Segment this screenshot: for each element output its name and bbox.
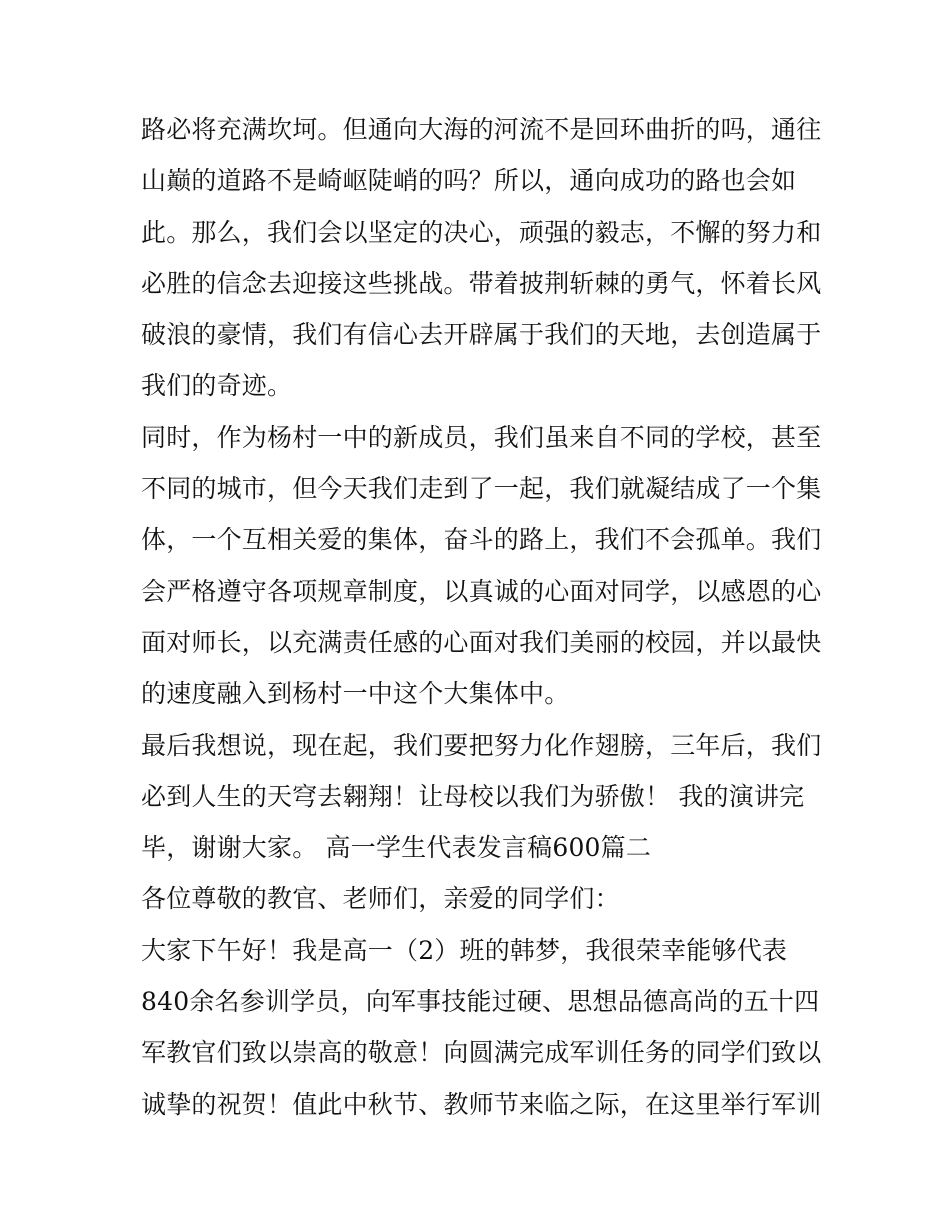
- text-line: 军教官们致以崇高的敬意！向圆满完成军训任务的同学们致以: [141, 1038, 822, 1068]
- text-line: 此。那么，我们会以坚定的决心，顽强的毅志，不懈的努力和: [141, 217, 822, 247]
- text-line: 体，一个互相关爱的集体，奋斗的路上，我们不会孤单。我们: [141, 525, 822, 555]
- text-line: 必胜的信念去迎接这些挑战。带着披荆斩棘的勇气，怀着长风: [141, 268, 822, 298]
- text-line: 的速度融入到杨村一中这个大集体中。: [141, 679, 570, 709]
- text-line: 毕，谢谢大家。 高一学生代表发言稿600篇二: [141, 833, 652, 863]
- text-line: 会严格遵守各项规章制度，以真诚的心面对同学，以感恩的心: [141, 576, 822, 606]
- document-body: [141, 104, 821, 1130]
- text-line: 不同的城市，但今天我们走到了一起，我们就凝结成了一个集: [141, 474, 822, 504]
- text-line: 破浪的豪情，我们有信心去开辟属于我们的天地，去创造属于: [141, 320, 822, 350]
- text-line: 路必将充满坎坷。但通向大海的河流不是回环曲折的吗，通往: [141, 115, 822, 144]
- text-line: 面对师长，以充满责任感的心面对我们美丽的校园，并以最快: [141, 627, 822, 657]
- text-line: 诚挚的祝贺！值此中秋节、教师节来临之际，在这里举行军训: [141, 1089, 822, 1119]
- text-line: 840余名参训学员，向军事技能过硬、思想品德高尚的五十四: [141, 987, 820, 1017]
- text-line: 大家下午好！我是高一（2）班的韩梦，我很荣幸能够代表: [141, 935, 788, 965]
- text-line: 必到人生的天穹去翱翔！让母校以我们为骄傲！ 我的演讲完: [141, 781, 805, 811]
- text-line: 我们的奇迹。: [141, 371, 293, 401]
- text-line: 最后我想说，现在起，我们要把努力化作翅膀，三年后，我们: [141, 730, 822, 760]
- text-line: 同时，作为杨村一中的新成员，我们虽来自不同的学校，甚至: [141, 422, 822, 452]
- text-line: 各位尊敬的教官、老师们，亲爱的同学们：: [141, 884, 620, 914]
- text-line: 山巅的道路不是崎岖陡峭的吗？所以，通向成功的路也会如: [141, 166, 797, 196]
